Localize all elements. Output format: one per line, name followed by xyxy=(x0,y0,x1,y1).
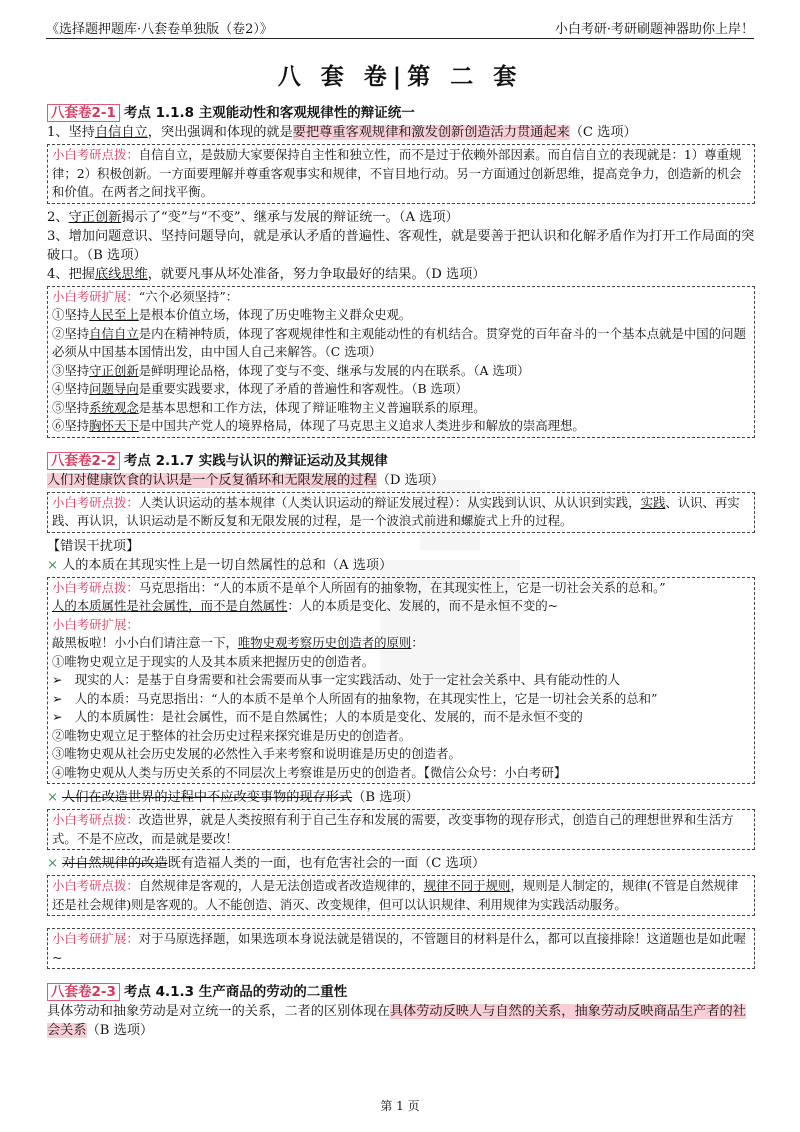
item-underline: 自信自立 xyxy=(89,325,139,341)
section-3-title: 考点 4.1.3 生产商品的劳动的二重性 xyxy=(123,984,348,1000)
item-pre: ⑥坚持 xyxy=(52,418,90,433)
s2-tip-text-a: 人类认识运动的基本规律（人类认识运动的辩证发展过程）：从实践到认识、从认识到实践， xyxy=(138,494,641,510)
item-post: 是基本思想和工作方法，体现了辩证唯物主义普遍联系的原理。 xyxy=(138,399,486,415)
s1-ext-item xyxy=(52,417,750,436)
item-post: 是内在精神特质，体现了客观规律性和主观能动性的有机结合。贯穿党的百年奋斗的一个基本点就是中国的问题必须从中国基本国情出发，由中国人自己来解答。（C 选项） xyxy=(52,325,746,359)
s2-ext-item: ③唯物史观从社会历史发展的必然性入手来考察和说明谁是历史的创造者。 xyxy=(52,746,461,761)
s1-tip-box-1 xyxy=(47,144,755,204)
header-left: 《选择题押题库·八套卷单独版（卷2）》 xyxy=(46,22,273,37)
document-content xyxy=(47,96,755,1040)
s1-q2 xyxy=(47,208,755,227)
s2-tip-underline: 实践 xyxy=(640,494,666,510)
s2-x2-post: （B 选项） xyxy=(352,790,419,805)
s1-ext-item xyxy=(52,399,750,418)
s2-x2-strike: 人们在改造世界的过程中不应改变事物的现存形式 xyxy=(62,790,353,805)
s1-q1-underline: 自信自立 xyxy=(94,125,148,140)
s2-ext-item: ①唯物史观立足于现实的人及其本质来把握历史的创造者。 xyxy=(52,653,375,669)
s1-q4-post: ，就要凡事从坏处准备，努力争取最好的结果。（D 选项） xyxy=(147,266,486,282)
s2-ext-item: ➢ 现实的人：是基于自身需要和社会需要而从事一定实践活动、处于一定社会关系中、具有能动性的人 xyxy=(52,672,620,687)
item-post: 是鲜明理论品格，体现了变与不变、继承与发展的内在联系。（A 选项） xyxy=(138,362,530,378)
s2-q-highlight: 人们对健康饮食的认识是一个反复循环和无限发展的过程 xyxy=(47,472,377,488)
s2-tip-line-1: 马克思指出：“人的本质不是单个人所固有的抽象物，在其现实性上，它是一切社会关系的总和。” xyxy=(138,579,666,595)
s2-tip-4-post: ，规则是人制定的，规律(不管是自然规律还是社会规律)则是客观的。人不能创造、消灭、改变规律，但可以认识规律、利用规律为实践活动服务。 xyxy=(52,878,739,912)
item-underline: 守正创新 xyxy=(89,362,139,378)
section-2-tag: 八套卷2-2 xyxy=(47,452,120,470)
s1-q1-mid: ，突出强调和体现的就是 xyxy=(147,125,293,140)
s1-q4 xyxy=(47,265,755,284)
s2-wrong-option-b xyxy=(47,788,755,807)
s1-ext-label: 小白考研扩展： xyxy=(52,288,139,304)
s2-tip-label-3: 小白考研点拨： xyxy=(52,812,139,827)
s1-q1-post: （C 选项） xyxy=(569,125,637,140)
header-right: 小白考研·考研刷题神器助你上岸！ xyxy=(554,22,754,37)
s2-x3-post: 既有造福人类的一面，也有危害社会的一面（C 选项） xyxy=(167,856,486,871)
s1-q2-pre: 2、 xyxy=(47,209,69,225)
item-underline: 胸怀天下 xyxy=(89,418,139,433)
page-title: 八 套 卷|第 二 套 xyxy=(277,64,523,90)
s2-tip-4-pre: 自然规律是客观的，人是无法创造或者改造规律的， xyxy=(138,878,424,893)
s2-tip-box-3 xyxy=(47,809,755,850)
s2-ext-underline: 唯物史观考察历史创造者的原则 xyxy=(237,635,412,650)
s2-x3-strike: 对自然规律的改造 xyxy=(62,856,168,871)
s1-q3: 3、增加问题意识、坚持问题导向，就是承认矛盾的普遍性、客观性，就是要善于把认识和化解矛盾作为打开工作局面的突破口。（B 选项） xyxy=(47,228,755,263)
s1-q1-highlight: 要把尊重客观规律和激发创新创造活力贯通起来 xyxy=(292,125,570,140)
s3-text-post: （B 选项） xyxy=(86,1023,154,1038)
s1-q4-underline: 底线思维 xyxy=(94,266,148,282)
s2-wrong-option-a xyxy=(47,556,755,575)
s2-tip-box-1 xyxy=(47,492,755,533)
item-pre: ④坚持 xyxy=(52,381,90,396)
s2-tip-line-2-underline: 人的本质属性是社会属性，而不是自然属性 xyxy=(52,598,288,613)
s3-text-highlight: 具体劳动反映人与自然的关系，抽象劳动反映商品生产者的社会关系 xyxy=(47,1004,746,1038)
s2-tip-label-4: 小白考研点拨： xyxy=(52,878,139,893)
s1-ext-item xyxy=(52,362,750,381)
s1-tip-text-1: 自信自立，是鼓励大家要保持自主性和独立性，而不是过于依赖外部因素。而自信自立的表现就是：1）尊重规律；2）积极创新。一方面要理解并尊重客观事实和规律，不盲目地行动。另一方面通过创新思维，提高竞争力，创造新的机会和价值。在两者之间找平衡。 xyxy=(52,147,742,199)
s1-tip-label-1: 小白考研点拨： xyxy=(52,147,139,162)
section-2-heading xyxy=(47,452,755,471)
item-post: 是重要实践要求，体现了矛盾的普遍性和客观性。（B 选项） xyxy=(138,381,468,396)
s2-ext-item: ④唯物史观从人类与历史关系的不同层次上考察谁是历史的创造者。【微信公众号：小白考研】 xyxy=(52,764,567,780)
s1-q1 xyxy=(47,123,755,142)
s2-tip-text-3: 改造世界，就是人类按照有利于自己生存和发展的需要，改变事物的现存形式，创造自己的理想世界和生活方式。不是不应改，而是就是要改！ xyxy=(52,812,734,846)
s2-tip-4-underline: 规律不同于规则 xyxy=(423,878,511,893)
section-1-title: 考点 1.1.8 主观能动性和客观规律性的辩证统一 xyxy=(123,105,415,121)
s2-tip-line-2-post: ：人的本质是变化、发展的，而不是永恒不变的~ xyxy=(287,598,559,613)
s2-ext-item: ➢ 人的本质属性：是社会属性，而不是自然属性；人的本质是变化、发展的，而不是永恒不变的 xyxy=(52,709,583,724)
s2-tip-label-2: 小白考研点拨： xyxy=(52,579,139,595)
s1-q4-pre: 4、把握 xyxy=(47,266,95,282)
section-1-tag: 八套卷2-1 xyxy=(47,104,120,122)
s1-ext-box xyxy=(47,286,755,438)
page-number: 第 1 页 xyxy=(380,1099,420,1113)
s2-q xyxy=(47,471,755,490)
s1-q2-post: 揭示了“变”与“不变”、继承与发展的辩证统一。（A 选项） xyxy=(121,209,459,225)
s2-q-post: （D 选项） xyxy=(376,472,445,488)
s2-wrong-option-c xyxy=(47,854,755,873)
s2-ext-item: ②唯物史观立足于整体的社会历史过程来探究谁是历史的创造者。 xyxy=(52,727,412,743)
s2-ext-item: ➢ 人的本质：马克思指出：“人的本质不是单个人所固有的抽象物，在其现实性上，它是一切社会关系的总和” xyxy=(52,690,658,706)
page-header xyxy=(46,18,754,39)
s1-ext-head: “六个必须坚持”： xyxy=(138,288,239,304)
cross-icon: × xyxy=(47,790,59,805)
s2-ext-pre: 敲黑板啦！小小白们请注意一下， xyxy=(52,635,238,650)
s1-ext-item xyxy=(52,306,750,325)
s1-ext-item xyxy=(52,325,750,362)
s2-x1-text: 人的本质在其现实性上是一切自然属性的总和（A 选项） xyxy=(62,557,393,573)
item-pre: ②坚持 xyxy=(52,325,90,341)
s2-tip-box-2 xyxy=(47,577,755,785)
s2-tip-text-b: 、认识、再实践、再认识，认识运动是不断反复和无限发展的过程，是一个波浪式前进和螺旋式上升的过程。 xyxy=(52,494,740,528)
item-pre: ⑤坚持 xyxy=(52,399,90,415)
s1-q2-underline: 守正创新 xyxy=(68,209,122,225)
item-post: 是中国共产党人的境界格局，体现了马克思主义追求人类进步和解放的崇高理想。 xyxy=(138,418,585,433)
s2-tip-label-1: 小白考研点拨： xyxy=(52,494,139,510)
s3-text xyxy=(47,1002,755,1040)
item-post: 是根本价值立场，体现了历史唯物主义群众史观。 xyxy=(138,307,412,322)
section-3-heading xyxy=(47,983,755,1002)
s3-text-pre: 具体劳动和抽象劳动是对立统一的关系，二者的区别体现在 xyxy=(47,1004,390,1019)
s1-ext-item xyxy=(52,380,750,399)
s2-ext-label-2: 小白考研扩展： xyxy=(52,931,139,946)
item-underline: 问题导向 xyxy=(89,381,139,396)
section-1-heading xyxy=(47,104,755,123)
s2-ext-text-2: 对于马原选择题，如果选项本身说法就是错误的，不管题目的材料是什么，都可以直接排除！这道题也是如此喔~ xyxy=(52,931,746,965)
cross-icon: × xyxy=(47,856,59,871)
s2-ext-post: ： xyxy=(411,635,424,650)
s2-ext-label: 小白考研扩展： xyxy=(52,616,139,632)
s2-ext-box-2 xyxy=(47,928,755,969)
item-pre: ③坚持 xyxy=(52,362,90,378)
s1-q1-pre: 1、坚持 xyxy=(47,125,95,140)
s2-tip-box-4 xyxy=(47,875,755,916)
item-pre: ①坚持 xyxy=(52,307,90,322)
item-underline: 系统观念 xyxy=(89,399,139,415)
cross-icon: × xyxy=(47,557,59,573)
s2-trap-title: 【错误干扰项】 xyxy=(47,538,140,554)
item-underline: 人民至上 xyxy=(89,307,139,322)
section-3-tag: 八套卷2-3 xyxy=(47,983,120,1001)
section-2-title: 考点 2.1.7 实践与认识的辩证运动及其规律 xyxy=(123,452,388,469)
